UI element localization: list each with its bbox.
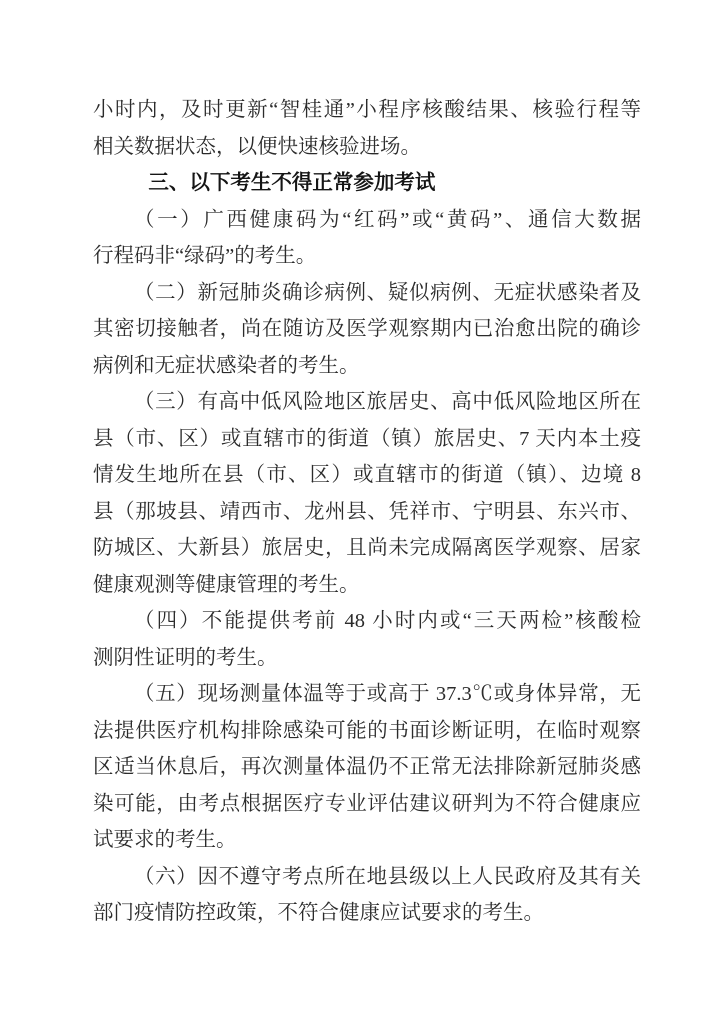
text-line: （一）广西健康码为“红码”或“黄码”、通信大数据 <box>134 208 641 231</box>
text-line: （四）不能提供考前 48 小时内或“三天两检”核酸检 <box>134 610 641 632</box>
paragraph <box>93 92 641 165</box>
paragraph <box>93 384 641 603</box>
text-line: 健康观测等健康管理的考生。 <box>93 573 360 596</box>
text-line: 相关数据状态，以便快速核验进场。 <box>93 135 421 158</box>
text-line: 病例和无症状感染者的考生。 <box>93 354 360 377</box>
paragraph <box>93 202 641 275</box>
document-content <box>93 92 641 932</box>
text-line: 县（市、区）或直辖市的街道（镇）旅居史、7 天内本土疫 <box>93 427 641 450</box>
text-line: （三）有高中低风险地区旅居史、高中低风险地区所在 <box>134 391 641 413</box>
text-line: 测阴性证明的考生。 <box>93 646 278 669</box>
text-line: （五）现场测量体温等于或高于 37.3℃或身体异常，无 <box>134 683 641 705</box>
text-line: 防城区、大新县）旅居史，且尚未完成隔离医学观察、居家 <box>93 537 641 559</box>
text-line: 试要求的考生。 <box>93 829 237 851</box>
paragraph <box>93 275 641 385</box>
section-heading <box>93 165 641 202</box>
text-line: 法提供医疗机构排除感染可能的书面诊断证明，在临时观察 <box>93 719 641 742</box>
text-line: 三、以下考生不得正常参加考试 <box>148 171 436 194</box>
text-line: 小时内，及时更新“智桂通”小程序核酸结果、核验行程等 <box>93 99 641 121</box>
paragraph <box>93 603 641 676</box>
text-line: 其密切接触者，尚在随访及医学观察期内已治愈出院的确诊 <box>93 318 641 340</box>
text-line: 行程码非“绿码”的考生。 <box>93 245 317 267</box>
text-line: 县（那坡县、靖西市、龙州县、凭祥市、宁明县、东兴市、 <box>93 500 641 523</box>
paragraph <box>93 859 641 932</box>
paragraph <box>93 676 641 859</box>
text-line: 染可能，由考点根据医疗专业评估建议研判为不符合健康应 <box>93 792 641 815</box>
text-line: 区适当休息后，再次测量体温仍不正常无法排除新冠肺炎感 <box>93 756 641 778</box>
text-line: 部门疫情防控政策，不符合健康应试要求的考生。 <box>93 902 544 924</box>
text-line: （六）因不遵守考点所在地县级以上人民政府及其有关 <box>134 865 641 888</box>
text-line: （二）新冠肺炎确诊病例、疑似病例、无症状感染者及 <box>134 281 641 304</box>
text-line: 情发生地所在县（市、区）或直辖市的街道（镇）、边境 8 <box>93 464 641 486</box>
